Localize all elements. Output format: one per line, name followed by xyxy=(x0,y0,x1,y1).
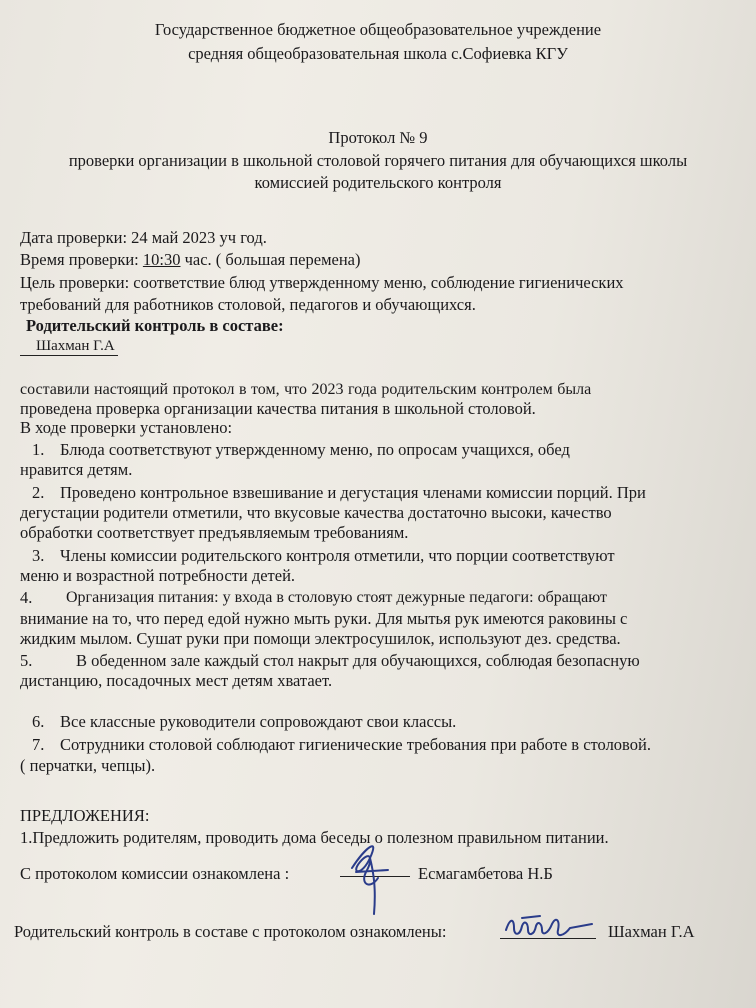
established-heading: В ходе проверки установлено: xyxy=(20,418,233,437)
list-item-line: Организация питания: у входа в столовую стоят дежурные педагоги: обращают xyxy=(66,589,607,606)
check-time-suffix: час. ( большая перемена) xyxy=(180,250,361,269)
list-item-number: 2. xyxy=(32,483,45,502)
commission-label: Родительский контроль в составе: xyxy=(26,316,284,335)
signature-icon xyxy=(500,910,600,944)
list-item-line: жидким мылом. Сушат руки при помощи электросушилок, используют дез. средства. xyxy=(20,629,621,648)
header-line-2: средняя общеобразовательная школа с.Софиевка КГУ xyxy=(188,44,568,63)
protocol-title: Протокол № 9 xyxy=(328,128,428,147)
parents-label: Родительский контроль в составе с протоколом ознакомлены: xyxy=(14,922,447,941)
list-item-line: дегустации родители отметили, что вкусовые качества достаточно высоки, качество xyxy=(20,503,612,522)
check-time-prefix: Время проверки: xyxy=(20,250,143,269)
list-item-line: В обеденном зале каждый стол накрыт для обучающихся, соблюдая безопасную xyxy=(76,651,640,670)
list-item-line: Сотрудники столовой соблюдают гигиенические требования при работе в столовой. xyxy=(60,735,651,754)
list-item-line: нравится детям. xyxy=(20,460,133,479)
list-item-number: 4. xyxy=(20,588,33,607)
list-item-number: 6. xyxy=(32,712,45,731)
proposal-item-1: 1.Предложить родителям, проводить дома беседы о полезном правильном питании. xyxy=(20,828,609,847)
commission-member: Шахман Г.А xyxy=(36,338,115,354)
acquainted-name: Есмагамбетова Н.Б xyxy=(418,864,553,883)
list-item-number: 3. xyxy=(32,546,45,565)
list-item-line: Члены комиссии родительского контроля отметили, что порции соответствуют xyxy=(60,546,615,565)
protocol-subtitle-2: комиссией родительского контроля xyxy=(254,173,502,192)
header-line-1: Государственное бюджетное общеобразовательное учреждение xyxy=(154,20,602,39)
signature-icon xyxy=(330,828,410,918)
member-underline xyxy=(20,355,118,356)
check-date: Дата проверки: 24 май 2023 уч год. xyxy=(20,228,267,247)
protocol-subtitle-1: проверки организации в школьной столовой горячего питания для обучающихся школы xyxy=(68,151,688,170)
check-time-value: 10:30 xyxy=(142,250,181,269)
check-goal-1: Цель проверки: соответствие блюд утвержденному меню, соблюдение гигиенических xyxy=(20,273,624,292)
list-item-number: 1. xyxy=(32,440,45,459)
list-item-line: внимание на то, что перед едой нужно мыть руки. Для мытья рук имеются раковины с xyxy=(20,609,628,628)
list-item-line: Блюда соответствуют утвержденному меню, по опросам учащихся, обед xyxy=(60,440,570,459)
list-item-line: обработки соответствует предъявляемым требованиям. xyxy=(20,523,409,542)
proposals-heading: ПРЕДЛОЖЕНИЯ: xyxy=(20,806,150,825)
list-item-number: 5. xyxy=(20,651,33,670)
intro-line-2: проведена проверка организации качества питания в школьной столовой. xyxy=(20,399,536,418)
list-item-number: 7. xyxy=(32,735,45,754)
list-item-line: Все классные руководители сопровождают свои классы. xyxy=(60,712,457,731)
parents-name: Шахман Г.А xyxy=(608,922,695,941)
list-item-line: ( перчатки, чепцы). xyxy=(20,756,156,775)
check-time xyxy=(20,250,361,270)
list-item-line: Проведено контрольное взвешивание и дегустация членами комиссии порций. При xyxy=(60,483,646,502)
list-item-line: дистанцию, посадочных мест детям хватает. xyxy=(20,671,333,690)
acquainted-label: С протоколом комиссии ознакомлена : xyxy=(20,864,290,883)
intro-line-1: составили настоящий протокол в том, что 2023 года родительским контролем была xyxy=(20,381,592,398)
check-goal-2: требований для работников столовой, педагогов и обучающихся. xyxy=(20,295,476,314)
list-item-line: меню и возрастной потребности детей. xyxy=(20,566,296,585)
